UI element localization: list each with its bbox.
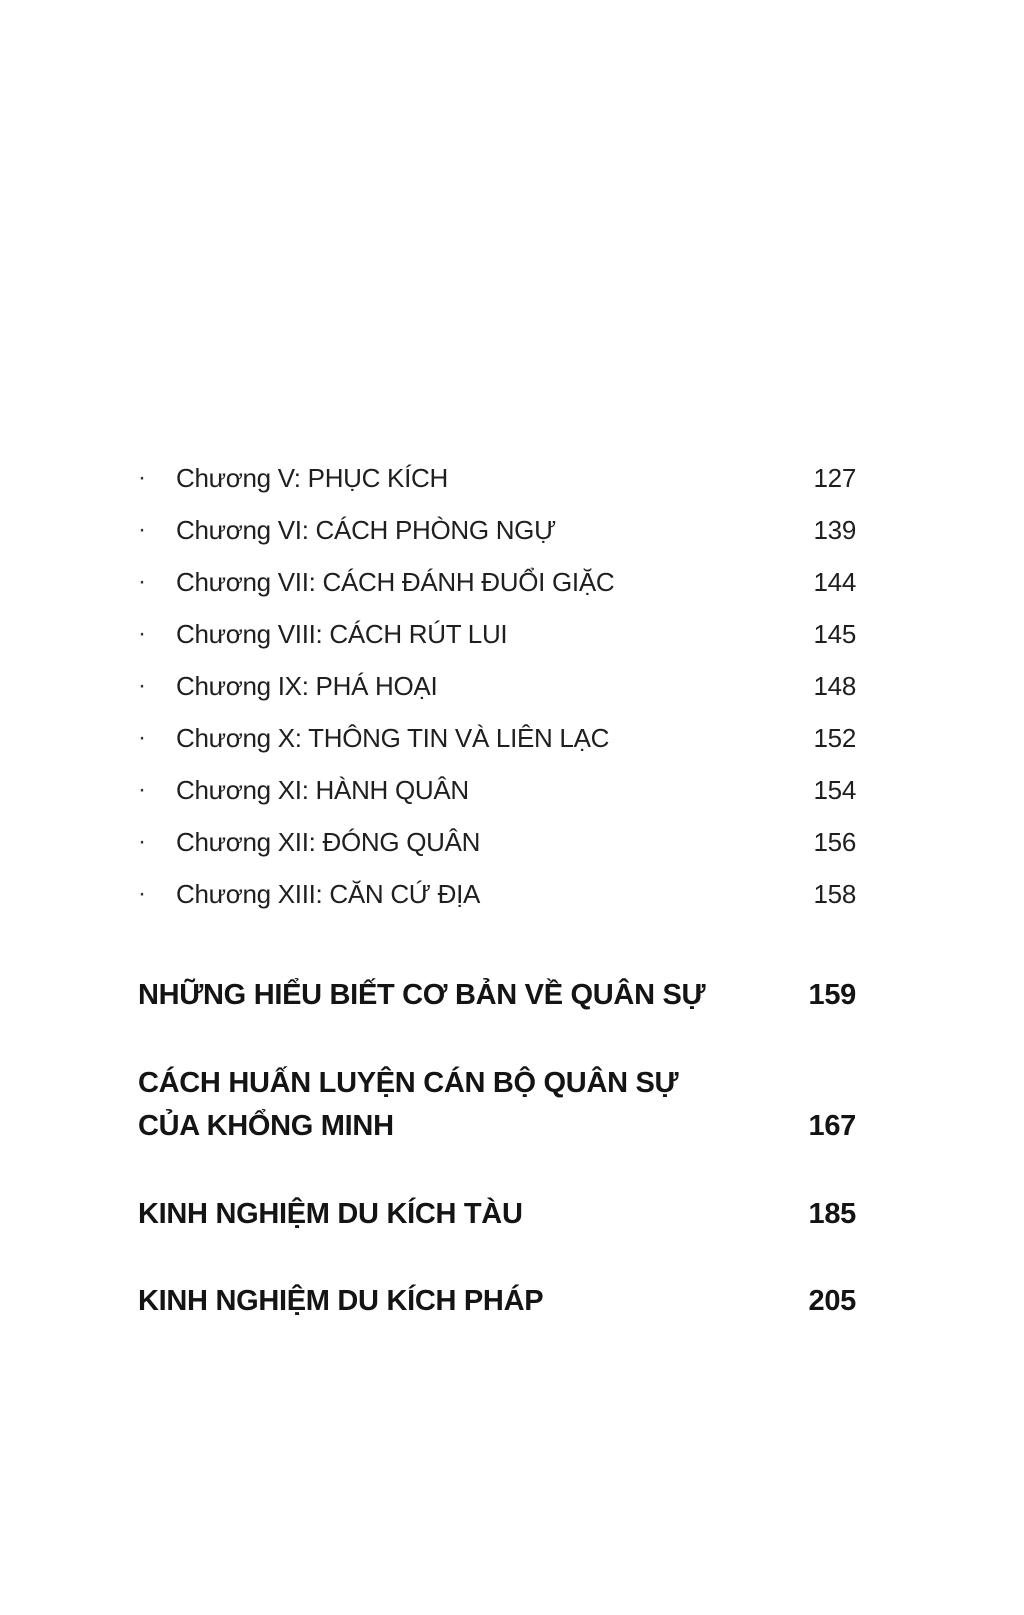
- chapter-label: Chương V: PHỤC KÍCH: [176, 462, 448, 493]
- section-page-number: 205: [808, 1285, 856, 1317]
- chapter-label: Chương XIII: CĂN CỨ ĐỊA: [176, 878, 481, 909]
- toc-section-row: [138, 974, 856, 1018]
- bullet-icon: ·: [138, 672, 146, 699]
- chapter-label: Chương IX: PHÁ HOẠI: [176, 670, 438, 701]
- toc-chapter-row: [138, 556, 856, 608]
- section-page-number: 167: [808, 1110, 856, 1142]
- section-heading-line: CÁCH HUẤN LUYỆN CÁN BỘ QUÂN SỰ: [138, 1066, 679, 1099]
- toc-chapter-row: [138, 764, 856, 816]
- bullet-icon: ·: [138, 464, 146, 491]
- chapter-label: Chương VI: CÁCH PHÒNG NGỰ: [176, 514, 557, 545]
- chapter-page-number: 144: [813, 566, 856, 597]
- toc-section-row: [138, 1062, 856, 1149]
- toc-chapter-row: [138, 608, 856, 660]
- section-heading-line: KINH NGHIỆM DU KÍCH TÀU: [138, 1197, 523, 1230]
- toc-chapter-row: [138, 504, 856, 556]
- bullet-icon: ·: [138, 828, 146, 855]
- chapter-page-number: 148: [813, 670, 856, 701]
- section-heading: [138, 1193, 809, 1237]
- bullet-icon: ·: [138, 724, 146, 751]
- bullet-icon: ·: [138, 880, 146, 907]
- bullet-icon: ·: [138, 620, 146, 647]
- chapter-page-number: 145: [813, 618, 856, 649]
- toc-chapter-row: [138, 712, 856, 764]
- section-heading-line: NHỮNG HIỂU BIẾT CƠ BẢN VỀ QUÂN SỰ: [138, 979, 706, 1011]
- chapter-label: Chương X: THÔNG TIN VÀ LIÊN LẠC: [176, 722, 610, 753]
- toc-chapter-row: [138, 660, 856, 712]
- chapter-page-number: 139: [813, 514, 856, 545]
- chapter-label: Chương XII: ĐÓNG QUÂN: [176, 826, 481, 857]
- chapter-label: Chương XI: HÀNH QUÂN: [176, 774, 469, 805]
- toc-sections: [138, 974, 856, 1324]
- chapter-label: Chương VIII: CÁCH RÚT LUI: [176, 618, 508, 649]
- section-heading: [138, 1062, 809, 1149]
- chapter-page-number: 154: [813, 774, 856, 805]
- chapter-page-number: 152: [813, 722, 856, 753]
- section-page-number: 185: [808, 1197, 856, 1230]
- bullet-icon: ·: [138, 776, 146, 803]
- section-heading-line: CỦA KHỔNG MINH: [138, 1110, 394, 1142]
- toc-chapter-row: [138, 816, 856, 868]
- bullet-icon: ·: [138, 568, 146, 595]
- chapter-label: Chương VII: CÁCH ĐÁNH ĐUỔI GIẶC: [176, 566, 615, 597]
- toc-section-row: [138, 1280, 856, 1324]
- bullet-icon: ·: [138, 516, 146, 543]
- section-heading-line: KINH NGHIỆM DU KÍCH PHÁP: [138, 1285, 544, 1317]
- chapter-page-number: 127: [813, 462, 856, 493]
- section-heading: [138, 1280, 809, 1324]
- section-heading: [138, 974, 809, 1018]
- chapter-page-number: 158: [813, 878, 856, 909]
- toc-chapter-row: [138, 452, 856, 504]
- section-page-number: 159: [808, 979, 856, 1011]
- chapter-page-number: 156: [813, 826, 856, 857]
- toc-chapter-row: [138, 868, 856, 920]
- toc-section-row: [138, 1193, 856, 1237]
